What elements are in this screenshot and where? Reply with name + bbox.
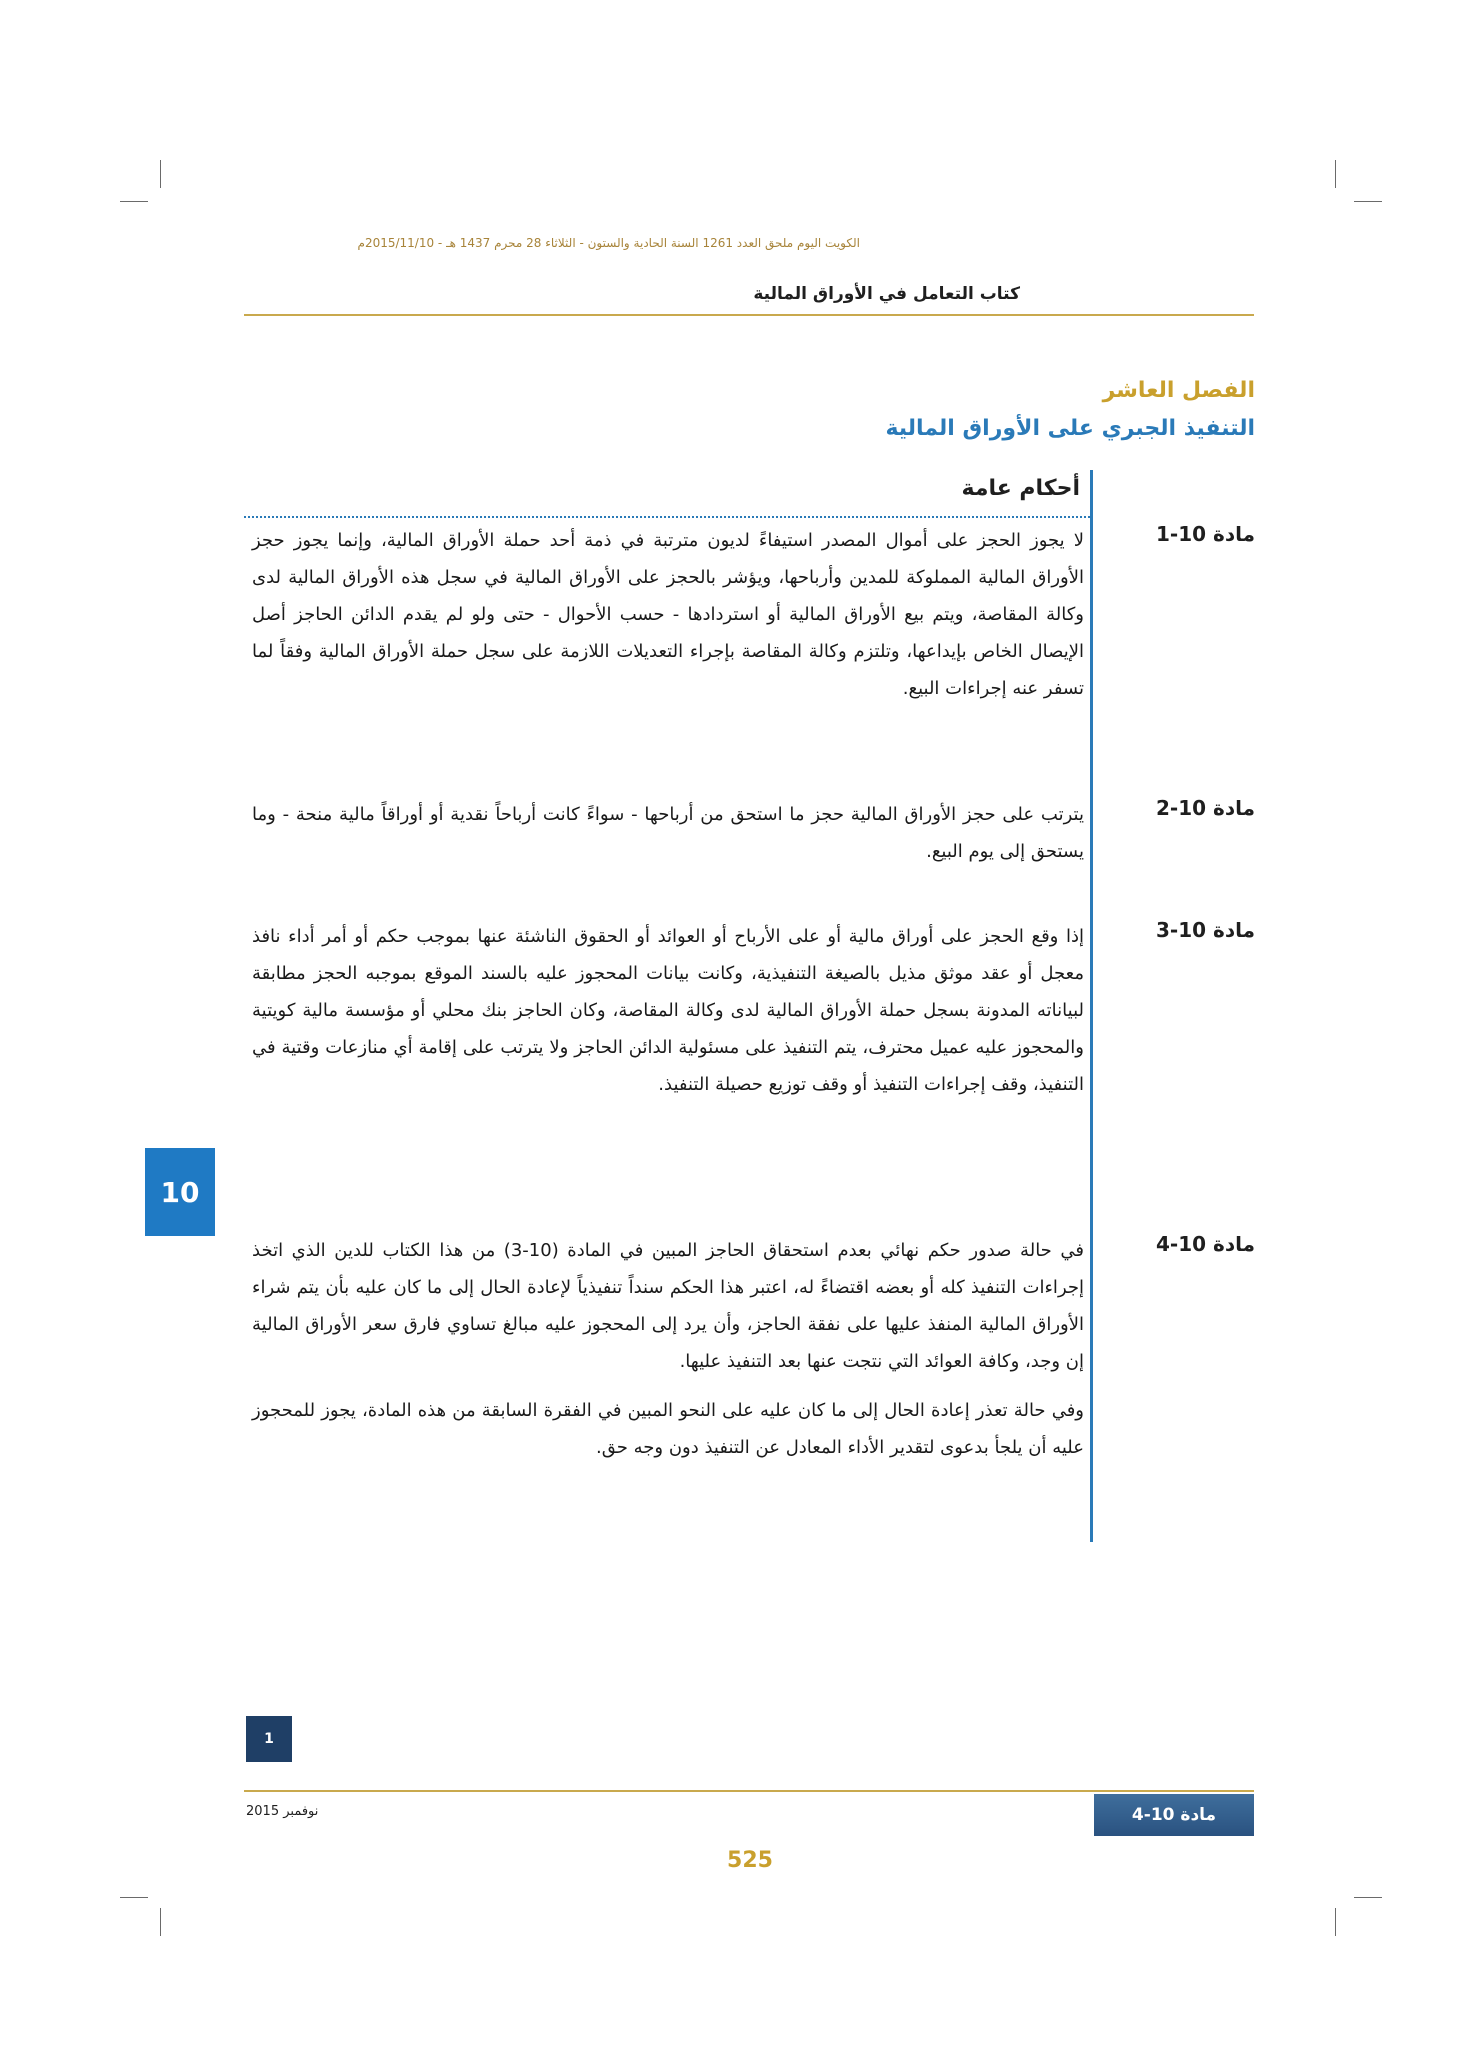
article-label: مادة 10-1 [1155, 522, 1255, 546]
vertical-rule [1090, 470, 1093, 1542]
article-paragraph: إذا وقع الحجز على أوراق مالية أو على الأرباح أو العوائد أو الحقوق الناشئة عنها بموجب حكم أو أمر أداء نافذ معجل أو عقد موثق مذيل بالصيغة التنفيذية، وكانت بيانات المحجوز عليه بالسند الموقع بموجبه الحجز مطابقة لبياناته المدونة بسجل حملة الأوراق المالية لدى وكالة المقاصة، وكان الحاجز بنك محلي أو مؤسسة مالية كويتية والمحجوز عليه عميل محترف، يتم التنفيذ على مسئولية الدائن الحاجز ولا يترتب على إقامة أي منازعات وقتية في التنفيذ، وقف إجراءات التنفيذ أو وقف توزيع حصيلة التنفيذ. [252, 926, 1084, 1095]
article-paragraph: لا يجوز الحجز على أموال المصدر استيفاءً لديون مترتبة في ذمة أحد حملة الأوراق المالية، وإنما يجوز حجز الأوراق المالية المملوكة للمدين وأرباحها، ويؤشر بالحجز على الأوراق المالية في سجل هذه الأوراق المالية لدى وكالة المقاصة، ويتم بيع الأوراق المالية أو استردادها - حسب الأحوال - حتى ولو لم يقدم الدائن الحاجز أصل الإيصال الخاص بإيداعها، وتلتزم وكالة المقاصة بإجراء التعديلات اللازمة على سجل حملة الأوراق المالية وفقاً لما تسفر عنه إجراءات البيع. [252, 530, 1084, 699]
article-body [252, 522, 1084, 719]
crop-mark [160, 160, 161, 188]
crop-mark [1335, 1908, 1336, 1936]
article-paragraph: يترتب على حجز الأوراق المالية حجز ما استحق من أرباحها - سواءً كانت أرباحاً نقدية أو أوراقاً مالية منحة - وما يستحق إلى يوم البيع. [252, 804, 1084, 862]
footer-article-ref: مادة 10-4 [1094, 1794, 1254, 1836]
crop-mark [1354, 201, 1382, 202]
article-body [252, 1232, 1084, 1478]
article-label: مادة 10-4 [1155, 1232, 1255, 1256]
book-title: كتاب التعامل في الأوراق المالية [753, 284, 1020, 304]
gazette-line: الكويت اليوم ملحق العدد 1261 السنة الحادية والستون - الثلاثاء 28 محرم 1437 هـ - 2015/11/10م [357, 236, 860, 250]
crop-mark [120, 1897, 148, 1898]
article-label: مادة 10-2 [1155, 796, 1255, 820]
crop-mark [1335, 160, 1336, 188]
page-number: 525 [727, 1848, 773, 1873]
section-heading: أحكام عامة [961, 476, 1080, 501]
article-body [252, 918, 1084, 1115]
chapter-label: الفصل العاشر [1102, 378, 1255, 403]
crop-mark [160, 1908, 161, 1936]
crop-mark [120, 201, 148, 202]
chapter-title: التنفيذ الجبري على الأوراق المالية [885, 416, 1255, 441]
dotted-divider [244, 516, 1090, 518]
header-rule [244, 314, 1254, 316]
article-paragraph: وفي حالة تعذر إعادة الحال إلى ما كان عليه على النحو المبين في الفقرة السابقة من هذه المادة، يجوز للمحجوز عليه أن يلجأ بدعوى لتقدير الأداء المعادل عن التنفيذ دون وجه حق. [252, 1400, 1084, 1458]
chapter-side-tab: 10 [145, 1148, 215, 1236]
footer-rule [244, 1790, 1254, 1792]
article-paragraph: في حالة صدور حكم نهائي بعدم استحقاق الحاجز المبين في المادة (10-3) من هذا الكتاب للدين الذي اتخذ إجراءات التنفيذ كله أو بعضه اقتضاءً له، اعتبر هذا الحكم سنداً تنفيذياً لإعادة الحال إلى ما كان عليه بأن يتم شراء الأوراق المالية المنفذ عليها على نفقة الحاجز، وأن يرد إلى المحجوز عليه مبالغ تساوي فارق سعر الأوراق المالية إن وجد، وكافة العوائد التي نتجت عنها بعد التنفيذ عليها. [252, 1240, 1084, 1372]
article-label: مادة 10-3 [1155, 918, 1255, 942]
footer-date: نوفمبر 2015 [246, 1804, 319, 1819]
article-body [252, 796, 1084, 882]
page-box: 1 [246, 1716, 292, 1762]
crop-mark [1354, 1897, 1382, 1898]
